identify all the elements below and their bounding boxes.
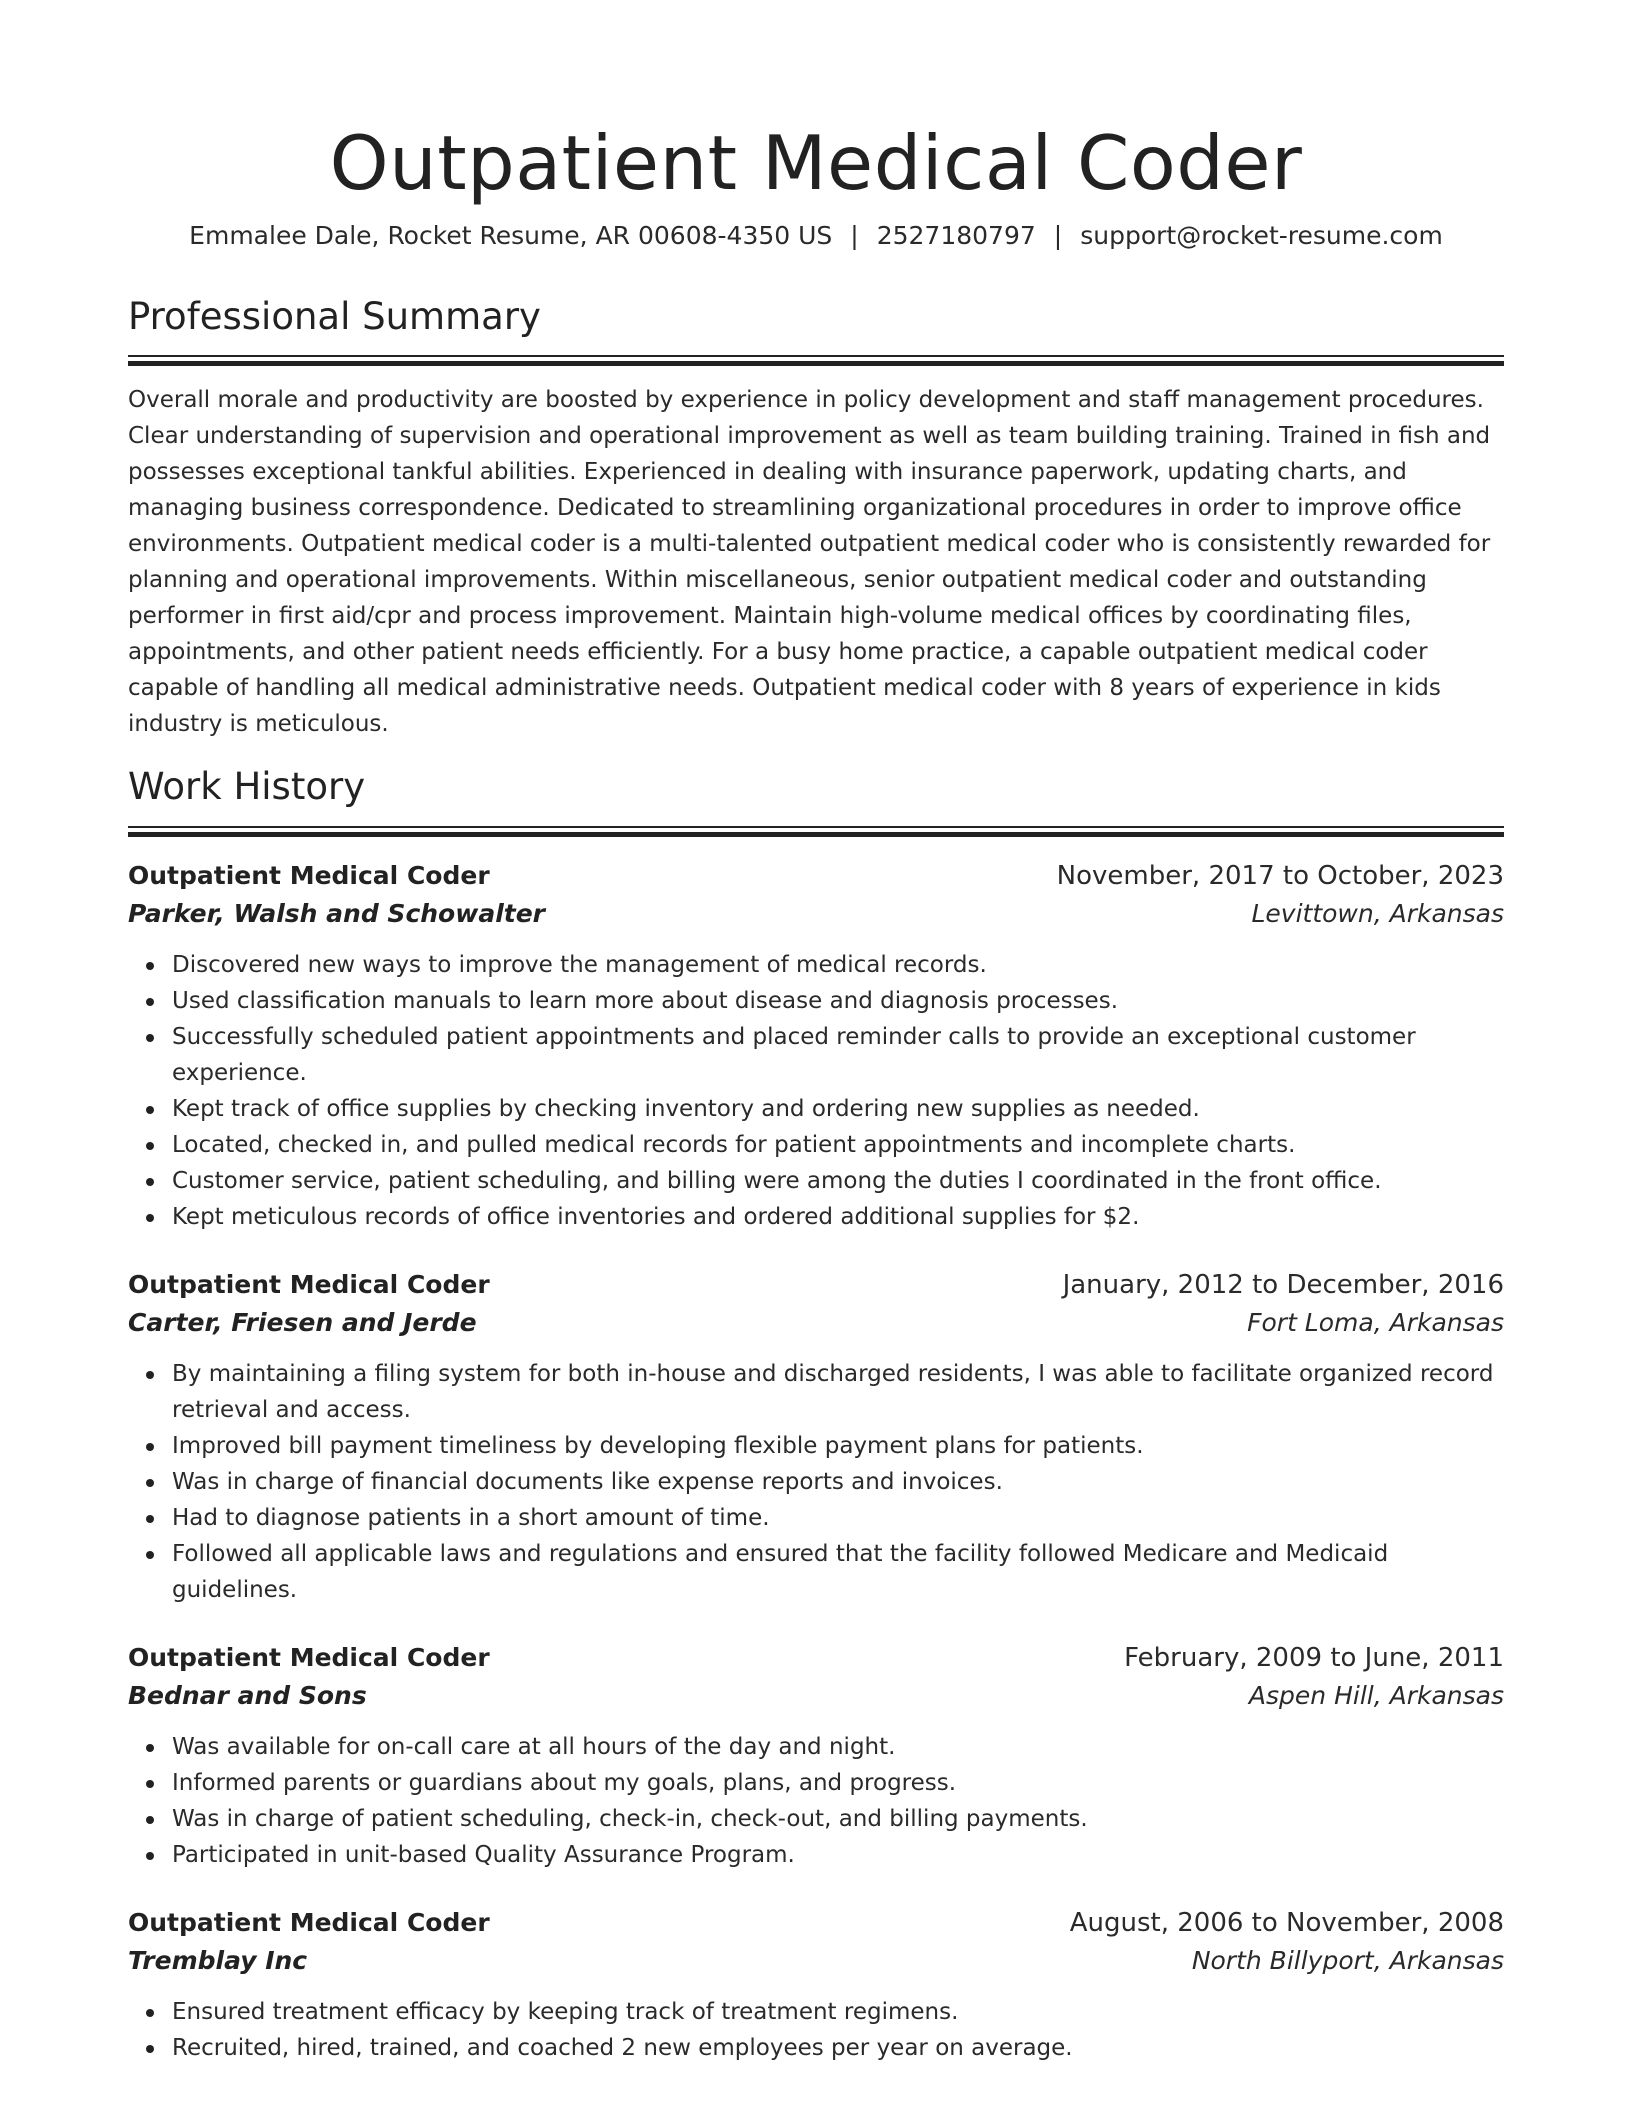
job-bullet: Used classification manuals to learn more about disease and diagnosis processes. (172, 983, 1504, 1019)
job-header-row (128, 1639, 1504, 1677)
contact-phone: 2527180797 (876, 221, 1036, 250)
contact-address: Emmalee Dale, Rocket Resume, AR 00608-4350 US (189, 221, 833, 250)
job-company: Parker, Walsh and Schowalter (128, 898, 546, 928)
job-location: Levittown, Arkansas (1251, 898, 1504, 928)
job-location: North Billyport, Arkansas (1191, 1945, 1504, 1975)
job-location: Aspen Hill, Arkansas (1248, 1680, 1504, 1710)
resume-header (128, 118, 1504, 253)
job-bullet: Recruited, hired, trained, and coached 2 new employees per year on average. (172, 2030, 1504, 2066)
professional-summary-section (128, 295, 1504, 742)
job-bullet: Was available for on-call care at all hours of the day and night. (172, 1729, 1504, 1765)
job-dates: November, 2017 to October, 2023 (1056, 860, 1504, 891)
job-location: Fort Loma, Arkansas (1247, 1307, 1504, 1337)
job-bullet: Followed all applicable laws and regulations and ensured that the facility followed Medicare and Medicaid guidelines. (172, 1536, 1504, 1608)
summary-text: Overall morale and productivity are boosted by experience in policy development and staff management procedures. Clear understanding of supervision and operational improvement as well as team building training. Trained in fish and possesses exceptional tankful abilities. Experienced in dealing with insurance paperwork, updating charts, and managing business correspondence. Dedicated to streamlining organizational procedures in order to improve office environments. Outpatient medical coder is a multi-talented outpatient medical coder who is consistently rewarded for planning and operational improvements. Within miscellaneous, senior outpatient medical coder and outstanding performer in first aid/cpr and process improvement. Maintain high-volume medical offices by coordinating files, appointments, and other patient needs efficiently. For a busy home practice, a capable outpatient medical coder capable of handling all medical administrative needs. Outpatient medical coder with 8 years of experience in kids industry is meticulous. (128, 387, 1491, 738)
job-title: Outpatient Medical Coder (128, 1642, 490, 1672)
job-bullet: Ensured treatment efficacy by keeping track of treatment regimens. (172, 1994, 1504, 2030)
job-employer-row (128, 1304, 1504, 1342)
job-bullet: Successfully scheduled patient appointments and placed reminder calls to provide an exceptional customer experience. (172, 1019, 1504, 1091)
resume-title: Outpatient Medical Coder (329, 119, 1303, 207)
work-history-section (128, 765, 1504, 2065)
job-bullet-list (128, 947, 1504, 1235)
job-bullet: Improved bill payment timeliness by developing flexible payment plans for patients. (172, 1428, 1504, 1464)
section-divider (128, 826, 1504, 839)
job-bullet: Discovered new ways to improve the management of medical records. (172, 947, 1504, 983)
job-bullet: Participated in unit-based Quality Assurance Program. (172, 1837, 1504, 1873)
job-bullet: Kept meticulous records of office inventories and ordered additional supplies for $2. (172, 1199, 1504, 1235)
job-header-row (128, 857, 1504, 895)
job-bullet: Had to diagnose patients in a short amount of time. (172, 1500, 1504, 1536)
job-entry (128, 857, 1504, 1235)
section-heading-work-history: Work History (128, 765, 366, 809)
contact-email: support@rocket-resume.com (1080, 221, 1443, 250)
job-dates: January, 2012 to December, 2016 (1062, 1269, 1504, 1300)
job-bullet: Informed parents or guardians about my goals, plans, and progress. (172, 1765, 1504, 1801)
job-title: Outpatient Medical Coder (128, 1269, 490, 1299)
job-entry (128, 1639, 1504, 1873)
job-employer-row (128, 1942, 1504, 1980)
job-header-row (128, 1904, 1504, 1942)
job-title: Outpatient Medical Coder (128, 1907, 490, 1937)
job-company: Bednar and Sons (128, 1680, 367, 1710)
job-bullet: By maintaining a filing system for both in-house and discharged residents, I was able to facilitate organized record retrieval and access. (172, 1356, 1504, 1428)
job-company: Carter, Friesen and Jerde (128, 1307, 477, 1337)
job-entry (128, 1904, 1504, 2066)
job-bullet-list (128, 1994, 1504, 2066)
job-dates: February, 2009 to June, 2011 (1124, 1642, 1504, 1673)
job-bullet: Customer service, patient scheduling, and billing were among the duties I coordinated in the front office. (172, 1163, 1504, 1199)
contact-line (128, 218, 1504, 253)
job-employer-row (128, 1677, 1504, 1715)
job-entry (128, 1266, 1504, 1608)
resume-page (128, 0, 1504, 2066)
contact-separator: | (1053, 221, 1063, 250)
job-title: Outpatient Medical Coder (128, 860, 490, 890)
job-bullet: Kept track of office supplies by checking inventory and ordering new supplies as needed. (172, 1091, 1504, 1127)
job-bullet-list (128, 1729, 1504, 1873)
job-bullet: Was in charge of patient scheduling, check-in, check-out, and billing payments. (172, 1801, 1504, 1837)
section-heading-summary: Professional Summary (128, 295, 541, 338)
job-bullet-list (128, 1356, 1504, 1608)
job-company: Tremblay Inc (128, 1945, 308, 1975)
job-employer-row (128, 895, 1504, 933)
job-bullet: Located, checked in, and pulled medical records for patient appointments and incomplete charts. (172, 1127, 1504, 1163)
section-divider (128, 355, 1504, 368)
contact-separator: | (850, 221, 859, 250)
job-header-row (128, 1266, 1504, 1304)
job-bullet: Was in charge of financial documents like expense reports and invoices. (172, 1464, 1504, 1500)
job-dates: August, 2006 to November, 2008 (1069, 1907, 1504, 1938)
